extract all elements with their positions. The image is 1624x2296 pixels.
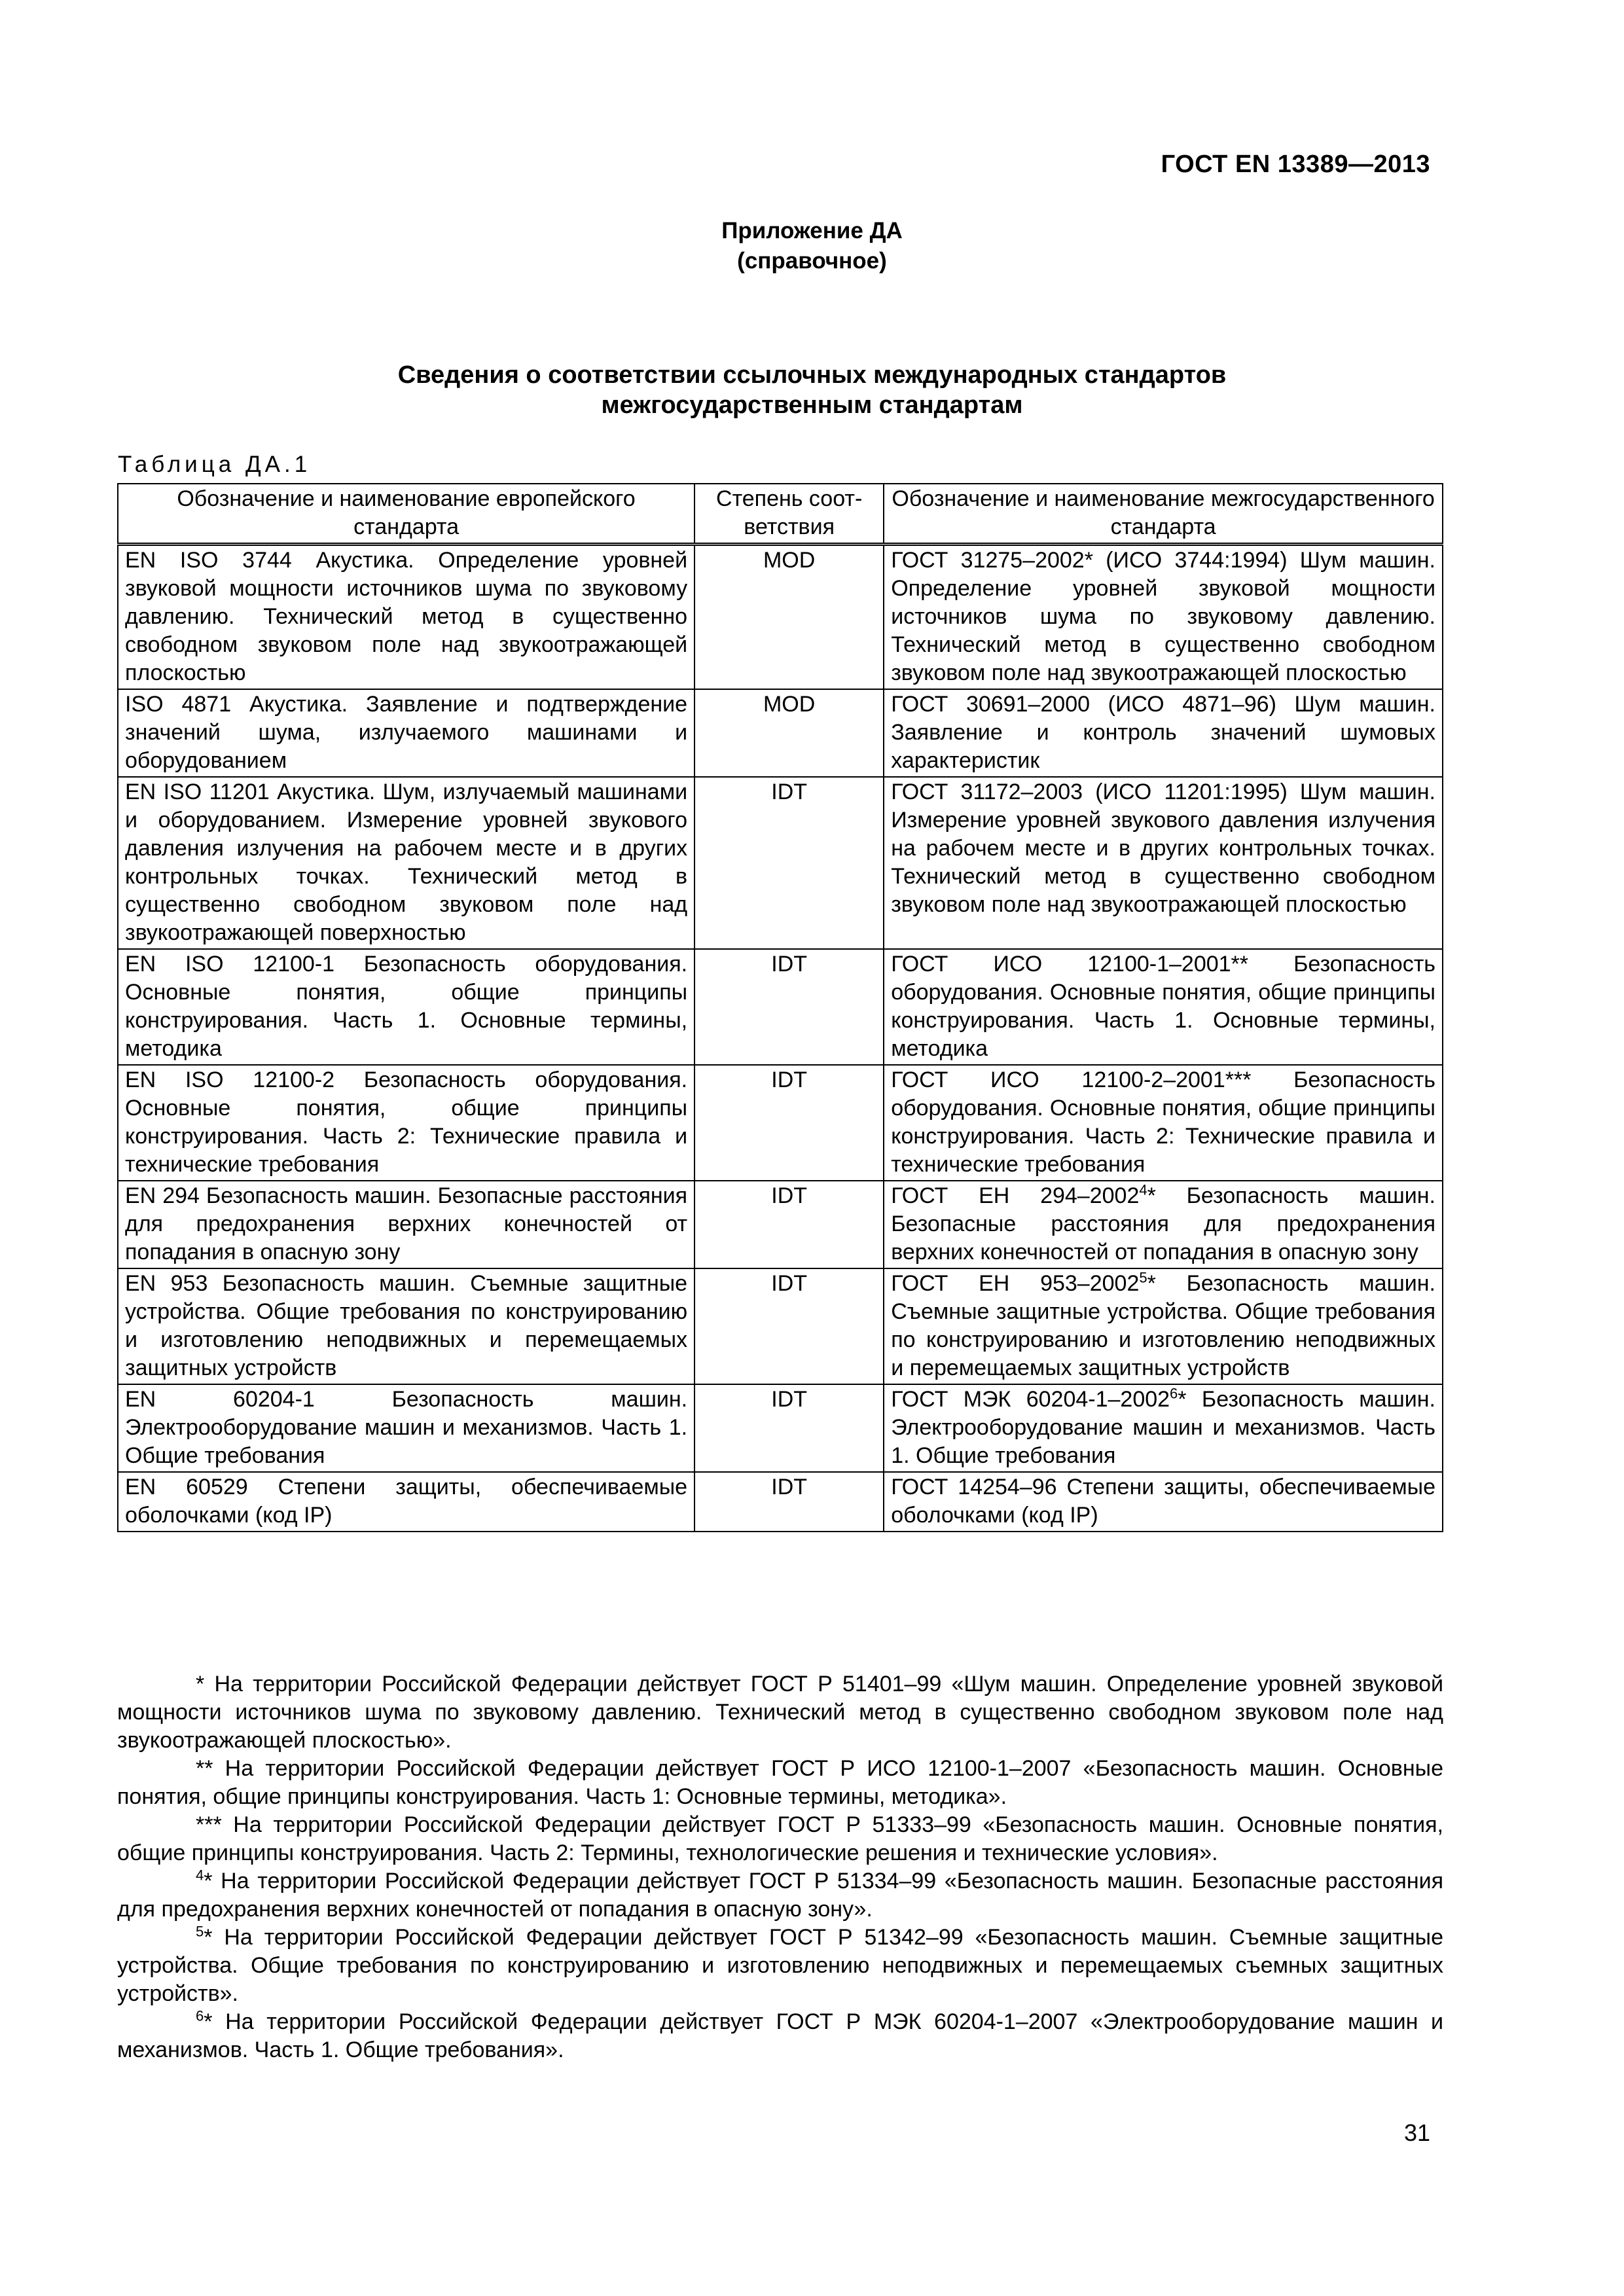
- european-standard-cell: EN 60204-1 Безопасность машин. Электрооборудование машин и механизмов. Часть 1. Общие требования: [118, 1384, 695, 1472]
- interstate-text: ГОСТ МЭК 60204-1–2002: [891, 1387, 1170, 1412]
- table-row: [118, 1472, 1443, 1532]
- interstate-text-cont: * Безопасность машин. Съемные защитные устройства. Общие требования по конструированию и изготовлению неподвижных и перемещаемых защитных устройств: [891, 1271, 1435, 1380]
- interstate-standard-cell: [884, 777, 1443, 949]
- footnote-text: * На территории Российской Федерации действует ГОСТ Р 51342–99 «Безопасность машин. Съемные защитные устройства. Общие требования по конструированию и изготовлению неподвижных и перемещаемых съемных защитных устройств».: [117, 1925, 1443, 2006]
- footnote-ref: 5: [1139, 1269, 1147, 1286]
- interstate-text: ГОСТ 30691–2000 (ИСО 4871–96) Шум машин. Заявление и контроль значений шумовых характеристик: [891, 692, 1435, 773]
- table-row: [118, 949, 1443, 1065]
- document-code: ГОСТ EN 13389—2013: [1161, 151, 1430, 178]
- european-standard-cell: EN 953 Безопасность машин. Съемные защитные устройства. Общие требования по конструированию и изготовлению неподвижных и перемещаемых защитных устройств: [118, 1268, 695, 1384]
- header-european-standard: Обозначение и наименование европейского стандарта: [118, 484, 695, 545]
- degree-cell: MOD: [695, 689, 884, 777]
- footnote: [117, 2008, 1443, 2064]
- footnote-text: * На территории Российской Федерации действует ГОСТ Р 51401–99 «Шум машин. Определение уровней звуковой мощности источников шума по звуковому давлению. Технический метод в существенно свободном звуковом поле над звукоотражающей плоскостью».: [117, 1672, 1443, 1753]
- interstate-text: ГОСТ ИСО 12100-2–2001*** Безопасность оборудования. Основные понятия, общие принципы конструирования. Часть 2: Технические правила и технические требования: [891, 1067, 1435, 1177]
- interstate-standard-cell: [884, 689, 1443, 777]
- interstate-text-cont: * Безопасность машин. Электрооборудование машин и механизмов. Часть 1. Общие требования: [891, 1387, 1435, 1468]
- header-degree: Степень соот-ветствия: [695, 484, 884, 545]
- interstate-standard-cell: [884, 1181, 1443, 1268]
- table-row: [118, 545, 1443, 690]
- table-row: [118, 1268, 1443, 1384]
- interstate-standard-cell: [884, 1268, 1443, 1384]
- table-label: Таблица ДА.1: [118, 452, 312, 477]
- footnote: [117, 1867, 1443, 1924]
- interstate-text: ГОСТ 31172–2003 (ИСО 11201:1995) Шум машин. Измерение уровней звукового давления излучения на рабочем месте и в других контрольных точках. Технический метод в существенно свободном звуковом поле над звукоотражающей плоскостью: [891, 780, 1435, 917]
- annex-status: (справочное): [737, 248, 887, 274]
- interstate-standard-cell: [884, 1384, 1443, 1472]
- interstate-text: ГОСТ 31275–2002* (ИСО 3744:1994) Шум машин. Определение уровней звуковой мощности источников шума по звуковому давлению. Технический метод в существенно свободном звуковом поле над звукоотражающей плоскостью: [891, 548, 1435, 685]
- european-standard-cell: EN ISO 12100-1 Безопасность оборудования. Основные понятия, общие принципы конструирования. Часть 1. Основные термины, методика: [118, 949, 695, 1065]
- interstate-text-cont: * Безопасность машин. Безопасные расстояния для предохранения верхних конечностей от попадания в опасную зону: [891, 1183, 1435, 1265]
- interstate-standard-cell: [884, 1472, 1443, 1532]
- european-standard-cell: EN 60529 Степени защиты, обеспечиваемые оболочками (код IP): [118, 1472, 695, 1532]
- interstate-text: ГОСТ ЕН 294–2002: [891, 1183, 1140, 1208]
- annex-heading: [0, 216, 1624, 276]
- footnote: [117, 1924, 1443, 2008]
- footnote-text: * На территории Российской Федерации действует ГОСТ Р МЭК 60204-1–2007 «Электрооборудование машин и механизмов. Часть 1. Общие требования».: [117, 2009, 1443, 2062]
- header-interstate-standard: Обозначение и наименование межгосударственного стандарта: [884, 484, 1443, 545]
- degree-cell: IDT: [695, 1181, 884, 1268]
- table-row: [118, 689, 1443, 777]
- footnote-text: *** На территории Российской Федерации действует ГОСТ Р 51333–99 «Безопасность машин. Основные понятия, общие принципы конструирования. Часть 2: Термины, технологические решения и технические условия».: [117, 1812, 1443, 1865]
- interstate-standard-cell: [884, 1065, 1443, 1181]
- table-row: [118, 1065, 1443, 1181]
- footnote-number: 5: [196, 1923, 204, 1940]
- interstate-standard-cell: [884, 949, 1443, 1065]
- interstate-text: ГОСТ ЕН 953–2002: [891, 1271, 1140, 1296]
- european-standard-cell: EN ISO 3744 Акустика. Определение уровней звуковой мощности источников шума по звуковому давлению. Технический метод в существенно свободном звуковом поле над звукоотражающей плоскостью: [118, 545, 695, 690]
- page-number: 31: [1403, 2119, 1430, 2146]
- european-standard-cell: ISO 4871 Акустика. Заявление и подтверждение значений шума, излучаемого машинами и оборудованием: [118, 689, 695, 777]
- degree-cell: IDT: [695, 1065, 884, 1181]
- footnote: [117, 1755, 1443, 1811]
- degree-cell: IDT: [695, 777, 884, 949]
- footnote: [117, 1811, 1443, 1867]
- section-title-line1: Сведения о соответствии ссылочных международных стандартов: [397, 361, 1227, 389]
- footnote-number: 4: [196, 1867, 204, 1884]
- degree-cell: IDT: [695, 1268, 884, 1384]
- interstate-text: ГОСТ ИСО 12100-1–2001** Безопасность оборудования. Основные понятия, общие принципы конструирования. Часть 1. Основные термины, методика: [891, 952, 1435, 1061]
- footnotes: [117, 1670, 1443, 2064]
- degree-cell: MOD: [695, 545, 884, 690]
- interstate-standard-cell: [884, 545, 1443, 690]
- footnote-number: 6: [196, 2007, 204, 2024]
- table-row: [118, 1181, 1443, 1268]
- degree-cell: IDT: [695, 1472, 884, 1532]
- correspondence-table: [117, 483, 1443, 1532]
- section-title: [0, 360, 1624, 420]
- footnote-ref: 6: [1170, 1385, 1178, 1402]
- european-standard-cell: EN ISO 11201 Акустика. Шум, излучаемый машинами и оборудованием. Измерение уровней звукового давления излучения на рабочем месте и в других контрольных точках. Технический метод в существенно свободном звуковом поле над звукоотражающей поверхностью: [118, 777, 695, 949]
- annex-title: Приложение ДА: [721, 218, 903, 243]
- footnote-text: ** На территории Российской Федерации действует ГОСТ Р ИСО 12100-1–2007 «Безопасность машин. Основные понятия, общие принципы конструирования. Часть 1: Основные термины, методика».: [117, 1756, 1443, 1809]
- footnote-text: * На территории Российской Федерации действует ГОСТ Р 51334–99 «Безопасность машин. Безопасные расстояния для предохранения верхних конечностей от попадания в опасную зону».: [117, 1869, 1443, 1922]
- interstate-text: ГОСТ 14254–96 Степени защиты, обеспечиваемые оболочками (код IP): [891, 1475, 1435, 1528]
- table-row: [118, 1384, 1443, 1472]
- section-title-line2: межгосударственным стандартам: [601, 391, 1023, 419]
- footnote: [117, 1670, 1443, 1755]
- european-standard-cell: EN 294 Безопасность машин. Безопасные расстояния для предохранения верхних конечностей от попадания в опасную зону: [118, 1181, 695, 1268]
- european-standard-cell: EN ISO 12100-2 Безопасность оборудования. Основные понятия, общие принципы конструирования. Часть 2: Технические правила и технические требования: [118, 1065, 695, 1181]
- table-row: [118, 777, 1443, 949]
- degree-cell: IDT: [695, 949, 884, 1065]
- degree-cell: IDT: [695, 1384, 884, 1472]
- table-header-row: [118, 484, 1443, 545]
- footnote-ref: 4: [1139, 1181, 1147, 1198]
